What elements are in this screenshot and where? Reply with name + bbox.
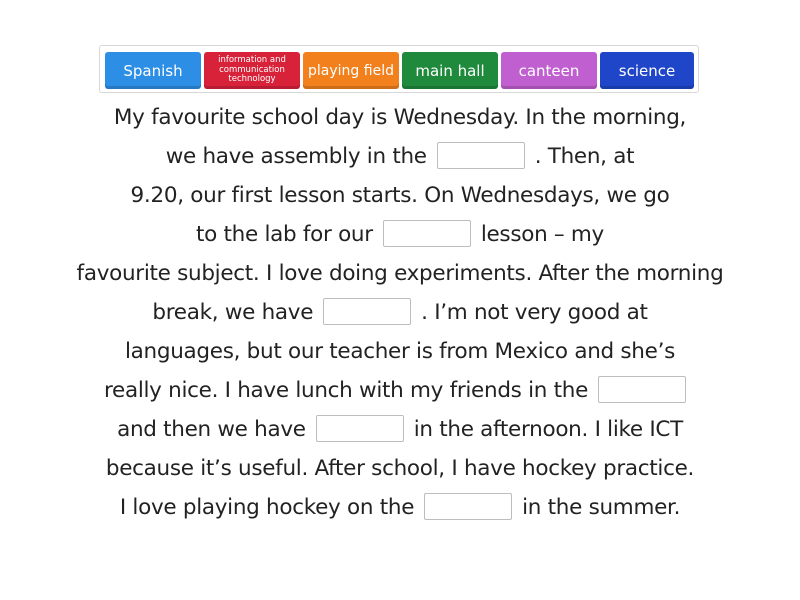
word-tile-playing-field[interactable]: playing field — [303, 52, 399, 89]
passage-line — [0, 293, 800, 332]
passage-text: languages, but our teacher is from Mexico and she’s — [125, 339, 675, 364]
word-tile-canteen[interactable]: canteen — [501, 52, 597, 89]
passage — [0, 98, 800, 527]
passage-text: break, we have — [152, 300, 314, 325]
passage-text: we have assembly in the — [165, 144, 427, 169]
passage-text: in the afternoon. I like ICT — [413, 417, 683, 442]
blank-drop-zone[interactable] — [323, 298, 411, 325]
blank-drop-zone[interactable] — [598, 376, 686, 403]
passage-line — [0, 176, 800, 215]
passage-text: 9.20, our first lesson starts. On Wednesdays, we go — [130, 183, 670, 208]
passage-text: . I’m not very good at — [421, 300, 648, 325]
word-tile-spanish[interactable]: Spanish — [105, 52, 201, 89]
blank-drop-zone[interactable] — [424, 493, 512, 520]
passage-text: . Then, at — [534, 144, 635, 169]
word-tile-main-hall[interactable]: main hall — [402, 52, 498, 89]
blank-drop-zone[interactable] — [383, 220, 471, 247]
passage-text: My favourite school day is Wednesday. In the morning, — [113, 105, 687, 130]
passage-text: I love playing hockey on the — [119, 495, 415, 520]
passage-line — [0, 449, 800, 488]
word-tile-science[interactable]: science — [600, 52, 694, 89]
passage-line — [0, 410, 800, 449]
passage-text: really nice. I have lunch with my friends in the — [103, 378, 589, 403]
passage-line — [0, 488, 800, 527]
passage-text: to the lab for our — [196, 222, 373, 247]
passage-text: and then we have — [117, 417, 306, 442]
word-bank — [99, 45, 699, 93]
blank-drop-zone[interactable] — [316, 415, 404, 442]
blank-drop-zone[interactable] — [437, 142, 525, 169]
passage-line — [0, 98, 800, 137]
passage-line — [0, 137, 800, 176]
passage-line — [0, 254, 800, 293]
passage-line — [0, 215, 800, 254]
passage-text: in the summer. — [522, 495, 681, 520]
word-tile-ict[interactable]: information and communication technology — [204, 52, 300, 89]
passage-text: favourite subject. I love doing experiments. After the morning — [76, 261, 724, 286]
passage-line — [0, 332, 800, 371]
passage-line — [0, 371, 800, 410]
passage-text: because it’s useful. After school, I have hockey practice. — [105, 456, 695, 481]
passage-text: lesson – my — [480, 222, 604, 247]
